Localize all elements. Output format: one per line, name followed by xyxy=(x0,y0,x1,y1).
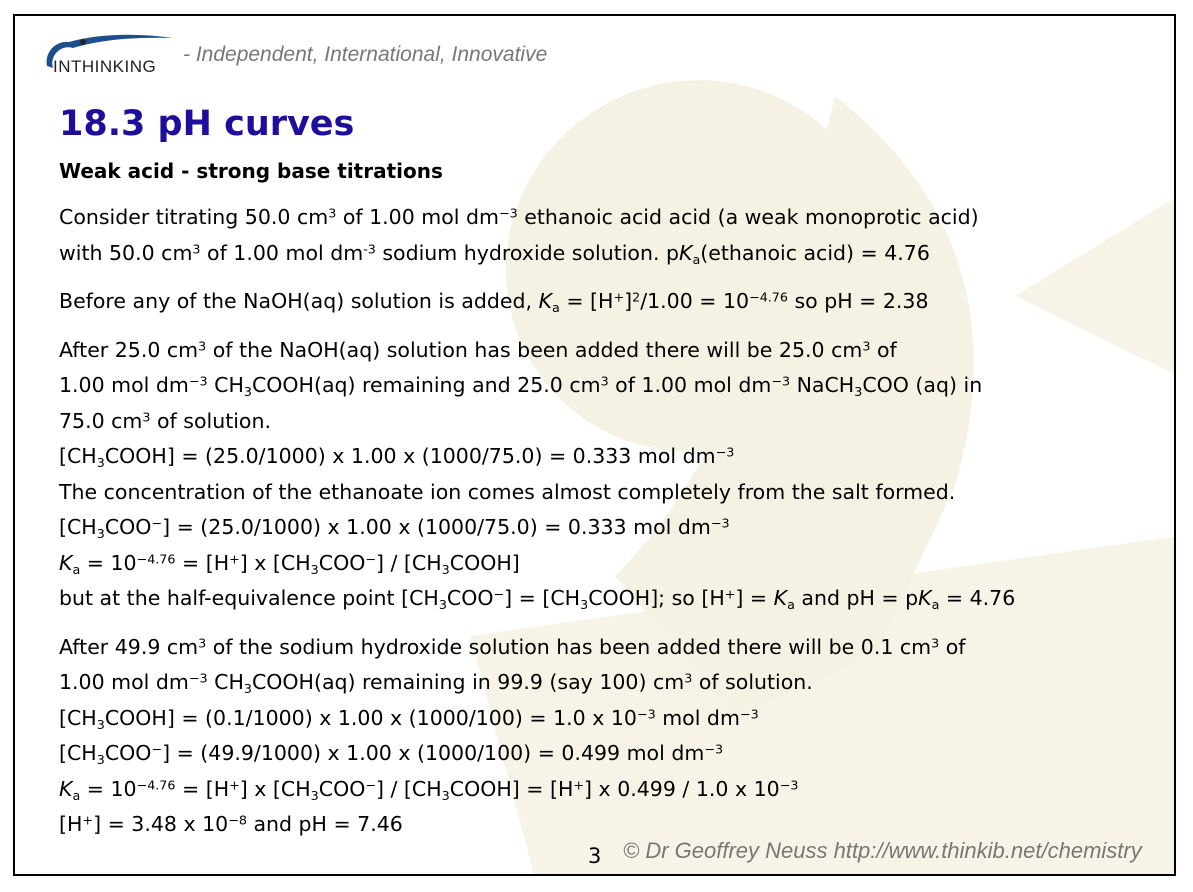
page-number: 3 xyxy=(588,844,602,868)
text-line: [H+] = 3.48 x $10^{-8}$ and pH = 7.46 xyxy=(59,812,403,836)
text-line: $[CH_3COOH] = (25.0/1000)$ x 1.00 x (1000/75.0) = 0.333 mol $dm^{-3}$ xyxy=(59,444,735,470)
footer-credit: © Dr Geoffrey Neuss http://www.thinkib.net/chemistry xyxy=(623,838,1142,863)
svg-text:INTHINKING: INTHINKING xyxy=(53,57,157,76)
text-line: The concentration of the ethanoate ion comes almost completely from the salt formed. xyxy=(59,479,956,504)
text-line: $[CH_3COO^-] = (49.9/1000)$ x 1.00 x (1000/100) = 0.499 mol $dm^{-3}$ xyxy=(59,741,724,767)
slide-title: 18.3 pH curves xyxy=(59,104,355,144)
tagline: - Independent, International, Innovative xyxy=(183,43,548,66)
text-line: 75.0 $cm^3$ of solution. xyxy=(59,408,271,433)
text-line: After 25.0 $cm^3$ of the NaOH(aq) solution has been added there will be 25.0 $cm^3$ of xyxy=(59,337,897,362)
text-line: but at the half-equivalence point $[CH_3COO^-]$ = $[CH_3COOH]$; so $[H^+] = K_a$ and pH = $pK_a = 4.76$ xyxy=(59,586,1016,612)
text-line: $K_a = 10^{-4.76} = [H^+]$ x $[CH_3COO^-]$ / $[CH_3COOH]$ xyxy=(59,550,520,577)
text-line: $[CH_3COO^-] = (25.0/1000)$ x 1.00 x (1000/75.0) = 0.333 mol $dm^{-3}$ xyxy=(59,515,730,541)
slide-subtitle: Weak acid - strong base titrations xyxy=(59,159,443,183)
body-text xyxy=(59,200,1174,843)
text-line: with 50.0 $cm^3$ of 1.00 mol $dm^{-3}$ sodium hydroxide solution. $pK_a(ethanoic$ acid) = 4.76 xyxy=(59,240,930,267)
text-line: Consider titrating 50.0 $cm^3$ of 1.00 mol $dm^{-3}$ ethanoic acid acid (a weak monoprotic acid) xyxy=(59,205,979,229)
text-line: $[CH_3COOH] = (0.1/1000)$ x 1.00 x (1000/100) = 1.0 x $10^{-3}$ mol $dm^{-3}$ xyxy=(59,705,759,732)
inthinking-logo xyxy=(33,28,183,76)
text-line: After 49.9 $cm^3$ of the sodium hydroxide solution has been added there will be 0.1 $cm^3$ of xyxy=(59,634,966,659)
slide xyxy=(13,14,1176,876)
text-line: Before any of the NaOH(aq) solution is added, $K_a = [H^+]^2/1.00 = 10^{-4.76}$ so pH = 2.38 xyxy=(59,289,929,315)
text-line: 1.00 mol $dm^{-3}$ $CH_3COOH(aq)$ remaining and 25.0 $cm^3$ of 1.00 mol $dm^{-3}$ NaCH$_3$COO (aq) in xyxy=(59,373,983,399)
text-line: $K_a = 10^{-4.76} = [H^+]$ x $[CH_3COO^-]$ / $[CH_3COOH] = [H^+]$ x 0.499 / 1.0 x $10^{-3}$ xyxy=(59,776,799,803)
text-line: 1.00 mol $dm^{-3}$ $CH_3COOH(aq)$ remaining in 99.9 (say 100) $cm^3$ of solution. xyxy=(59,670,813,696)
